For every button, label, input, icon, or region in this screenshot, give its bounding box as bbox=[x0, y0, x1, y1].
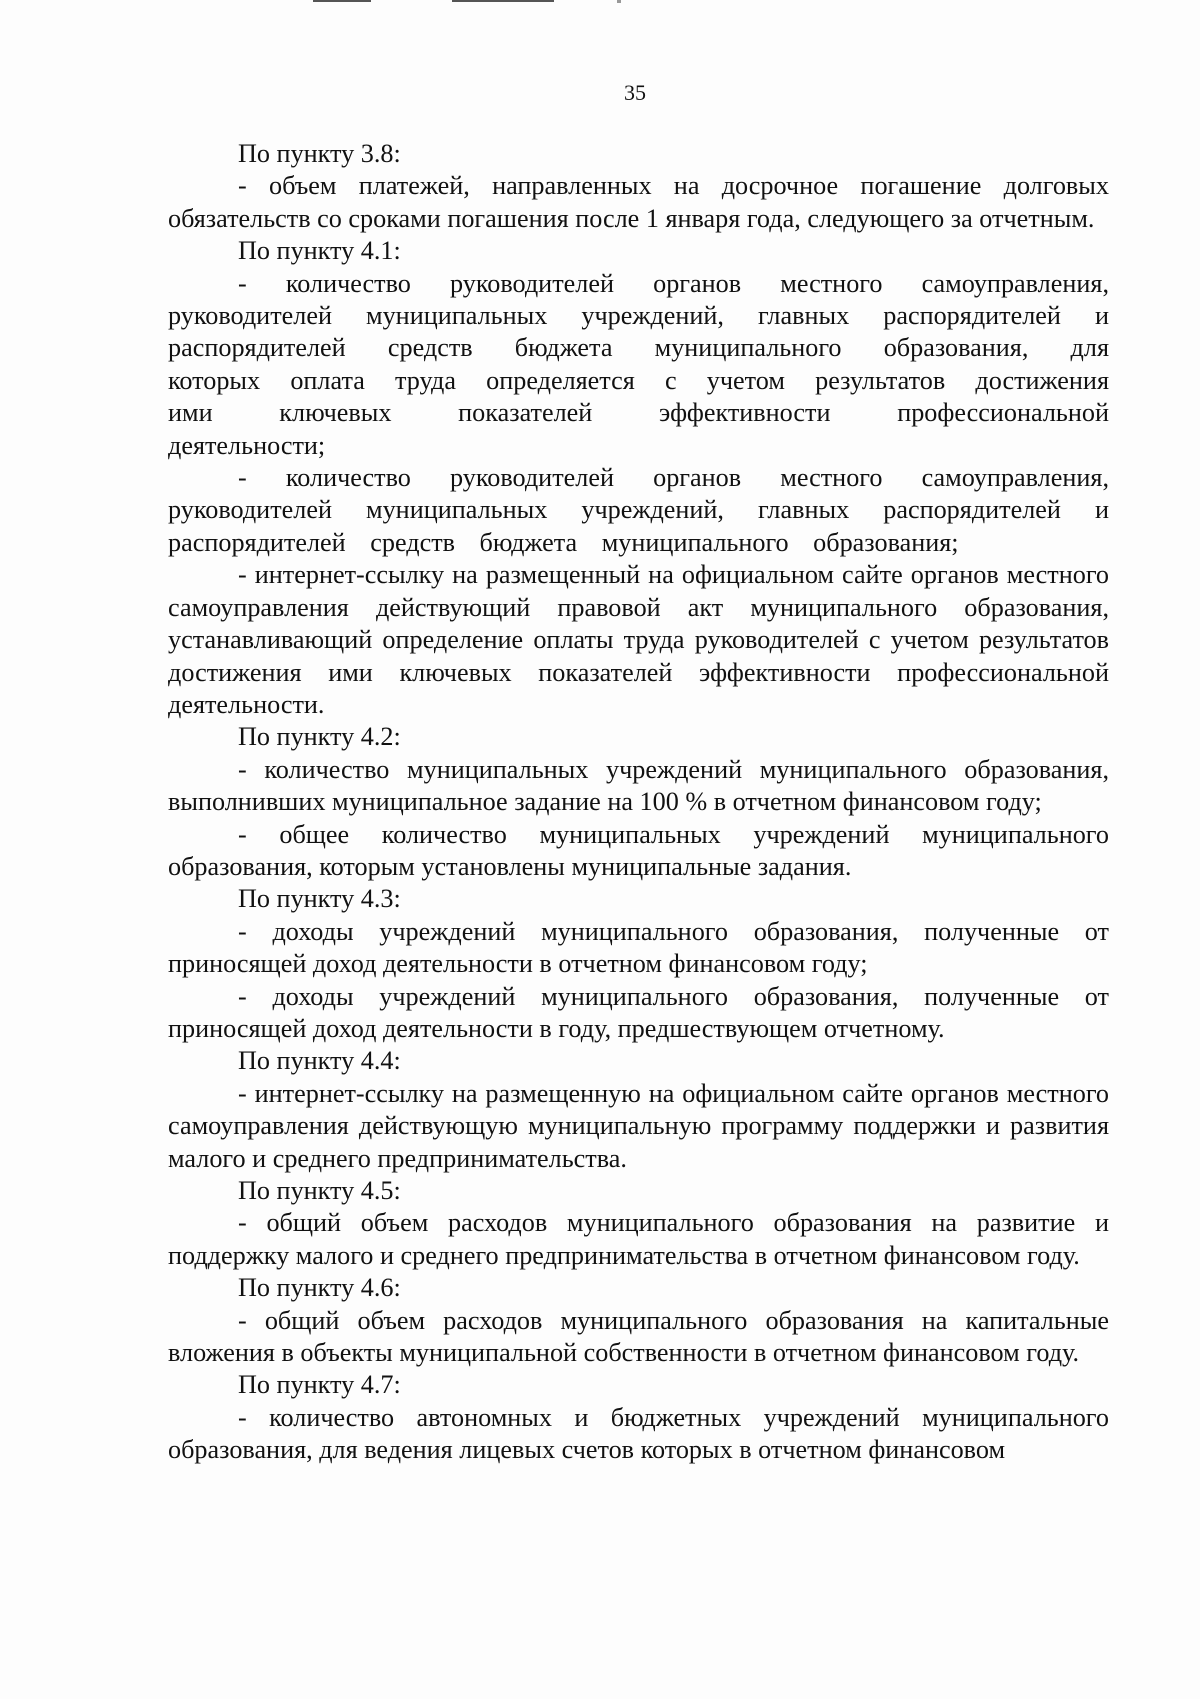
list-item: - интернет-ссылку на размещенную на официальном сайте органов местного самоуправления действующую муниципальную программу поддержки и развития малого и среднего предпринимательства. bbox=[168, 1078, 1109, 1173]
list-item: - количество автономных и бюджетных учреждений муниципального образования, для ведения лицевых счетов которых в отчетном финансовом bbox=[168, 1402, 1109, 1465]
section-heading: По пункту 4.2: bbox=[238, 722, 401, 752]
list-item: - объем платежей, направленных на досрочное погашение долговых обязательств со сроками погашения после 1 января года, следующего за отчетным. bbox=[168, 171, 1109, 233]
document-body bbox=[168, 138, 1109, 1467]
list-item: - общий объем расходов муниципального образования на развитие и поддержку малого и среднего предпринимательства в отчетном финансовом году. bbox=[168, 1208, 1109, 1270]
list-item: - интернет-ссылку на размещенный на официальном сайте органов местного самоуправления действующий правовой акт муниципального образования, устанавливающий определение оплаты труда руководителей с учетом результатов достижения ими ключевых показателей эффективности профессиональной деятельности. bbox=[168, 560, 1109, 719]
section-heading: По пункту 4.5: bbox=[238, 1176, 401, 1205]
section-heading: По пункту 4.4: bbox=[238, 1046, 401, 1076]
section-heading: По пункту 4.6: bbox=[238, 1273, 401, 1303]
list-item: - количество муниципальных учреждений муниципального образования, выполнивших муниципальное задание на 100 % в отчетном финансовом году; bbox=[168, 754, 1109, 817]
scan-artifact-line bbox=[452, 0, 554, 2]
list-item: - количество руководителей органов местного самоуправления, руководителей муниципальных учреждений, главных распорядителей и распорядителей средств бюджета муниципального образования, для которых оплата труда определяется с учетом результатов достижения ими ключевых показателей эффективности профессиональной деятельности; bbox=[168, 268, 1109, 460]
section-heading: По пункту 4.7: bbox=[238, 1370, 401, 1400]
list-item: - общее количество муниципальных учреждений муниципального образования, которым установлены муниципальные задания. bbox=[168, 819, 1109, 881]
list-item: - доходы учреждений муниципального образования, полученные от приносящей доход деятельности в году, предшествующем отчетному. bbox=[168, 981, 1109, 1043]
page-number: 35 bbox=[624, 80, 646, 105]
list-item: - общий объем расходов муниципального образования на капитальные вложения в объекты муниципальной собственности в отчетном финансовом году. bbox=[168, 1305, 1109, 1368]
list-item: - доходы учреждений муниципального образования, полученные от приносящей доход деятельности в отчетном финансовом году; bbox=[168, 916, 1109, 979]
section-heading: По пункту 3.8: bbox=[238, 139, 401, 168]
list-item: - количество руководителей органов местного самоуправления, руководителей муниципальных учреждений, главных распорядителей и распорядителей средств бюджета муниципального образования; bbox=[168, 463, 1109, 557]
scan-artifact-line bbox=[313, 0, 371, 2]
section-heading: По пункту 4.3: bbox=[238, 884, 401, 914]
section-heading: По пункту 4.1: bbox=[238, 236, 401, 266]
scan-artifact-dot bbox=[617, 0, 621, 3]
